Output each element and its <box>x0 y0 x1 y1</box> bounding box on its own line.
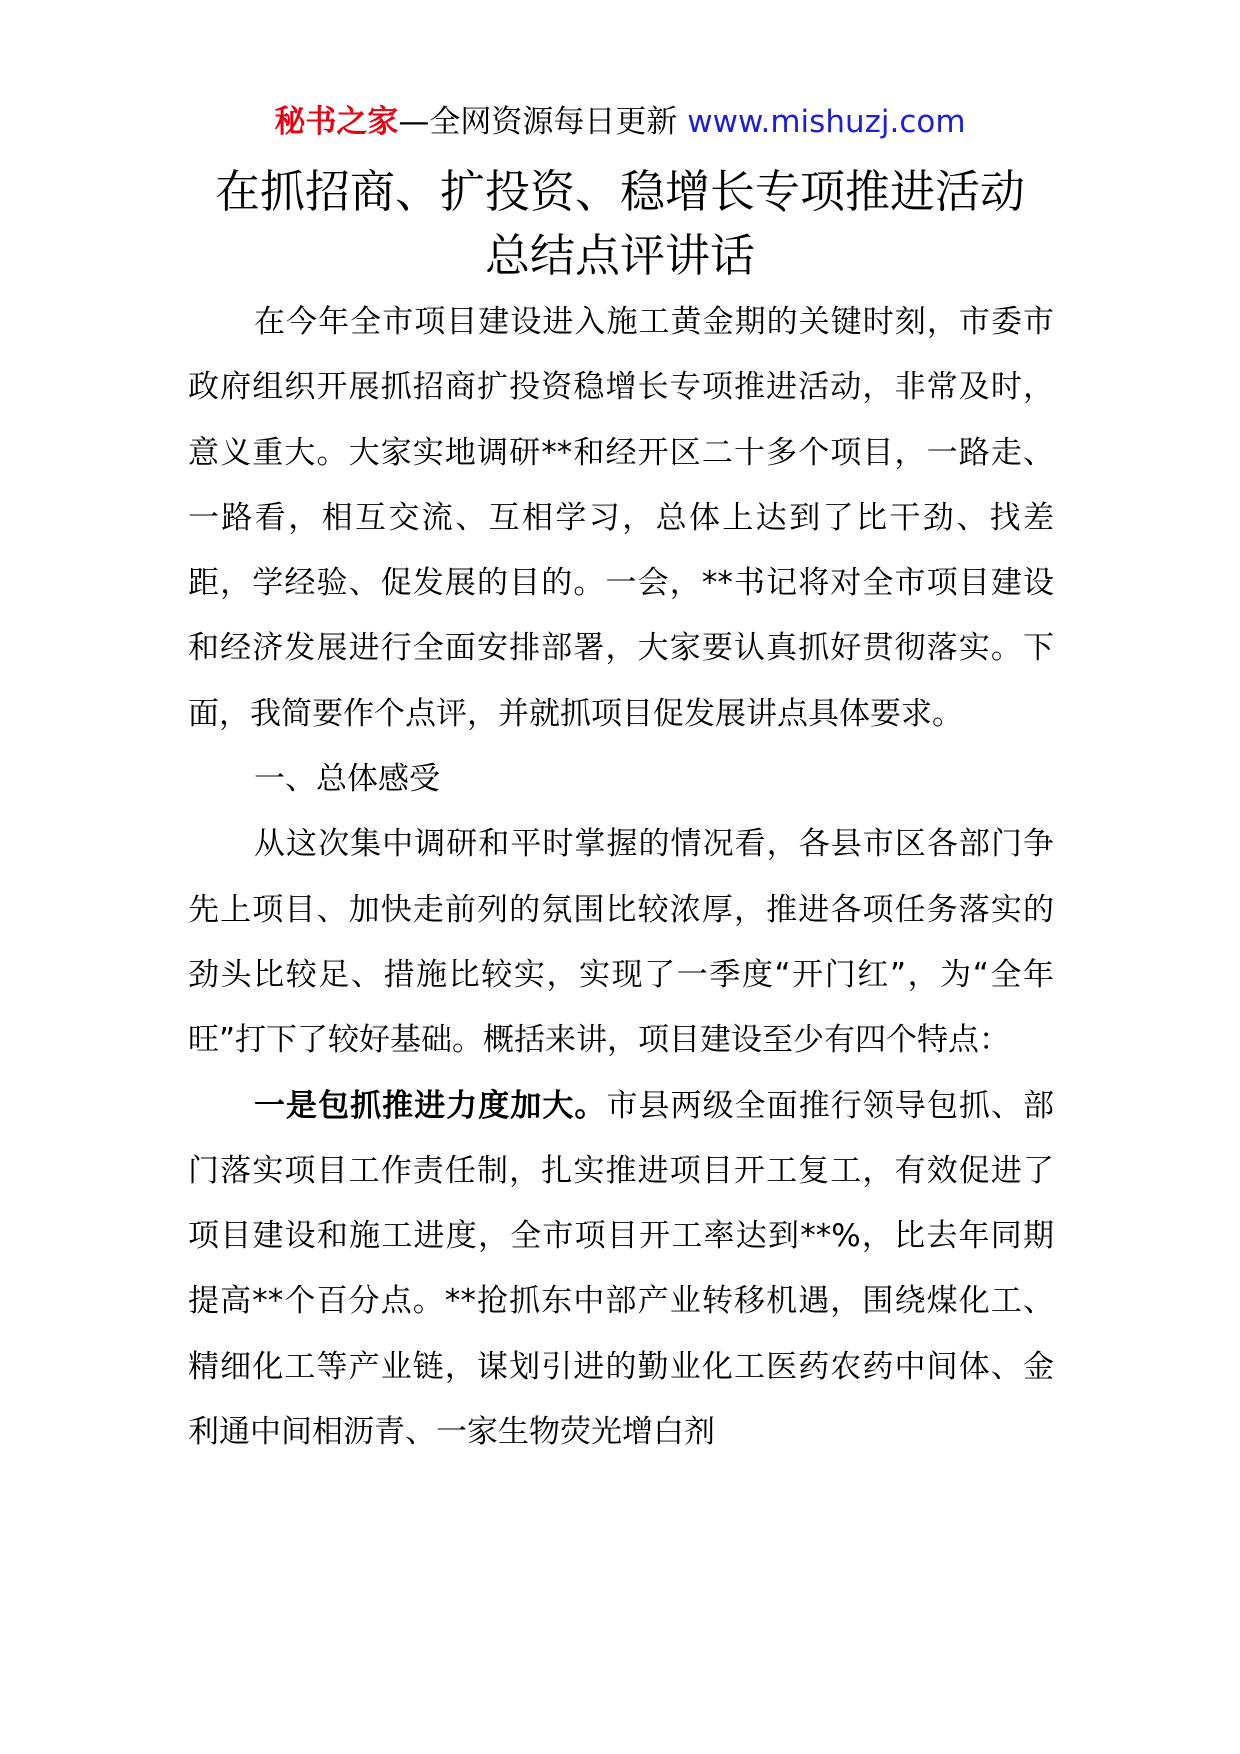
header-slogan: —全网资源每日更新 <box>398 104 678 140</box>
section-heading-1: 一、总体感受 <box>254 761 440 798</box>
point-1-lead: 一是包抓推进力度加大。 <box>254 1087 607 1124</box>
document-body <box>188 290 1054 1465</box>
title-line-2: 总结点评讲话 <box>484 229 755 282</box>
site-url-link[interactable]: www.mishuzj.com <box>687 104 966 140</box>
site-header <box>0 102 1240 142</box>
brand-name: 秘书之家 <box>274 104 399 140</box>
paragraph-point-1 <box>188 1074 1054 1466</box>
title-line-1: 在抓招商、扩投资、稳增长专项推进活动 <box>214 165 1025 218</box>
document-title <box>0 160 1240 288</box>
paragraph-overview: 从这次集中调研和平时掌握的情况看，各县市区各部门争先上项目、加快走前列的氛围比较浓厚，推进各项任务落实的劲头比较足、措施比较实，实现了一季度“开门红”，为“全年旺”打下了较好基础。概括来讲，项目建设至少有四个特点： <box>188 826 1054 1059</box>
paragraph-intro: 在今年全市项目建设进入施工黄金期的关键时刻，市委市政府组织开展抓招商扩投资稳增长专项推进活动，非常及时，意义重大。大家实地调研**和经开区二十多个项目，一路走、一路看，相互交流、互相学习，总体上达到了比干劲、找差距，学经验、促发展的目的。一会，**书记将对全市项目建设和经济发展进行全面安排部署，大家要认真抓好贯彻落实。下面，我简要作个点评，并就抓项目促发展讲点具体要求。 <box>188 304 1054 732</box>
point-1-text: 市县两级全面推行领导包抓、部门落实项目工作责任制，扎实推进项目开工复工，有效促进了项目建设和施工进度，全市项目开工率达到**%，比去年同期提高**个百分点。**抢抓东中部产业转移机遇，围绕煤化工、精细化工等产业链，谋划引进的勤业化工医药农药中间体、金利通中间相沥青、一家生物荧光增白剂 <box>188 1087 1055 1451</box>
